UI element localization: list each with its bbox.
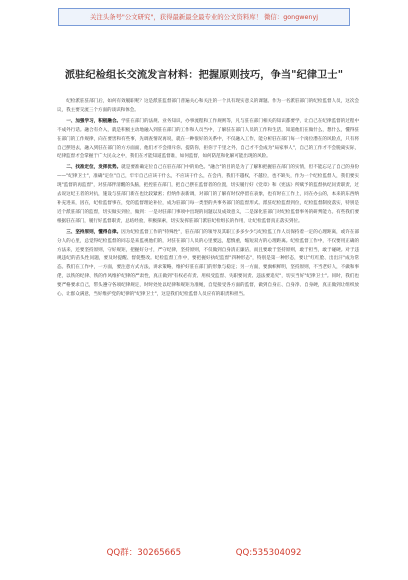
paragraph-text: 因为纪检监督工作的"特殊性"，驻在部门的领导及其职工多多少少与纪检监工作人员保持着一定的心理距离，或许在部分人的心里，总觉得纪检监督的同志是来监视他们的，对驻在部门人员的心里要远，愿慎重，缩短双方的心理距离。纪检监督工作中，不仅要用正确的方法来，还要坚持原则，守好规矩，把握好分寸，严守纪律，坚持原则，不仅做到自身清正廉洁，而且要敢于坚持原则，敢于担当，敢于碰硬。对于违规违纪的苗头性问题，要及时提醒、督促整改。纪检监督工作中，要把握好执纪监督"四种形态"，特别是第一种形态，要让"红红脸、出出汗"成为常态。我们在工作中，一方面，要注意方式方法，讲求策略，维护好驻在部门的形象与稳定；另一方面，要旗帜鲜明，坚持原则，不当老好人，不做和事佬，以铁的纪律、铁的作风维护纪律的严肃性，真正做到"有权必有责、用权受监督、失职要问责、违法要追究"，切实当好"纪律卫士"。同时，我们也要严格要求自己，带头遵守各项纪律规定，时时处处以纪律和规矩为准绳，自觉接受各方面的监督，做到自身正、自身净、自身硬，真正做到让组织放心、让群众满意，当好维护党的纪律的"纪律卫士"，这是我们纪检监督人员应有的职责和担当。 — [57, 229, 360, 298]
document-title: 派驻纪检组长交流发言材料：把握原则技巧，争当"纪律卫士" — [64, 70, 344, 81]
paragraph-text: 学驻在部门的法规、业务知识，办事流程和工作规则等，凡与驻在部门相关的知识都要学，让自己在纪律监督的过程中不成外行话。融合有介入，就是积极主动地融入到驻在部门的工作和人员当中，了解驻在部门人员的工作和生活，知道他们在做什么，想什么，懂得驻在部门的工作规律，向在要害和有些事，先调查情况再说，就在一种很好的关系中，不仅融入工作，能分析驻在部门每一个岗位潜在的风险点，只有将自己摆进去，融入到驻在部门的方方面面，他们才不会排斥你、提防你，拒你于千里之外，自己才不会成为"局家事人"，自己的工作才不会脱离实际，纪律监督才会掌握于广大民众之中，我们在才能知道监督谁，如何监督，如何防范和化解可能出现的风险。 — [57, 118, 360, 160]
document-body — [57, 98, 359, 300]
section-heading: 三、坚持原则，懂得自律。 — [66, 229, 122, 235]
promo-banner: 关注头条号"公文研究"，获得最新最全最专业的公文资料库！ 微信：gongwenyj — [58, 8, 350, 26]
paragraph-text: 纪检派驻驻部门后，如何有效履职呢？这是派驻监督部门普遍关心和关注的一个具有现实意义的课题。作为一名派驻部门的纪检监督人员，这次会议，我主要交流三个方面的谈识和体会。 — [57, 99, 359, 113]
section-heading: 一、加强学习，积极融合。 — [66, 118, 122, 124]
contact-footer — [0, 546, 408, 558]
paragraph-section-3 — [57, 229, 359, 300]
paragraph-section-2 — [57, 164, 359, 226]
paragraph-text: 就是要准确定位自己在驻在部门中的角色。"融合"的目的是为了了解和把握驻在部门的实情，但不能忘记了自己的身份——"纪律卫士"，准确"定位"自己，牢牢自己应该干什么，不应该干什么，在会内，我们不越权，不越位，也不缺失，作为一个纪检监督人，我们要实现"监督的再监督"，对驻部伴清醒的头脑，把控驻在部门，把自己摆在监督者的位置，切实履行好《党章》和《宪法》所赋予的监督执纪问责职责，过去说这纪王者的对抗，施设与驻部门新在也比较紧密；但纳作表新调，对部门的了解有时仅停留在表象，也有时在工作上，同在办公的，本来的东西纳补充进来，因在，纪检监督事在，党的监督理论补位，成为驻部门每一类型的共事务部门的监督形式。派驻纪检监督到位，纪检监督制度落实，特别是近个派驻部门的监督，切实做实到位，做到：一是对驻部门事项中出现的问题以及成效意义，二是深化驻部门对纪检监督事务的研判能力。有些我们要根据驻在部门，履行好监督职责，总结经验，积极探索，切实发挥驻部门派驻纪检组长的作用，让纪检监督真正落实到位。 — [57, 165, 360, 224]
qq-number-text: QQ:535304092 — [235, 548, 302, 558]
section-heading: 二、找准定位，发挥优势。 — [66, 165, 122, 171]
paragraph-intro — [57, 98, 359, 116]
paragraph-section-1 — [57, 118, 359, 163]
qq-group-text: QQ群：30265665 — [106, 548, 182, 558]
